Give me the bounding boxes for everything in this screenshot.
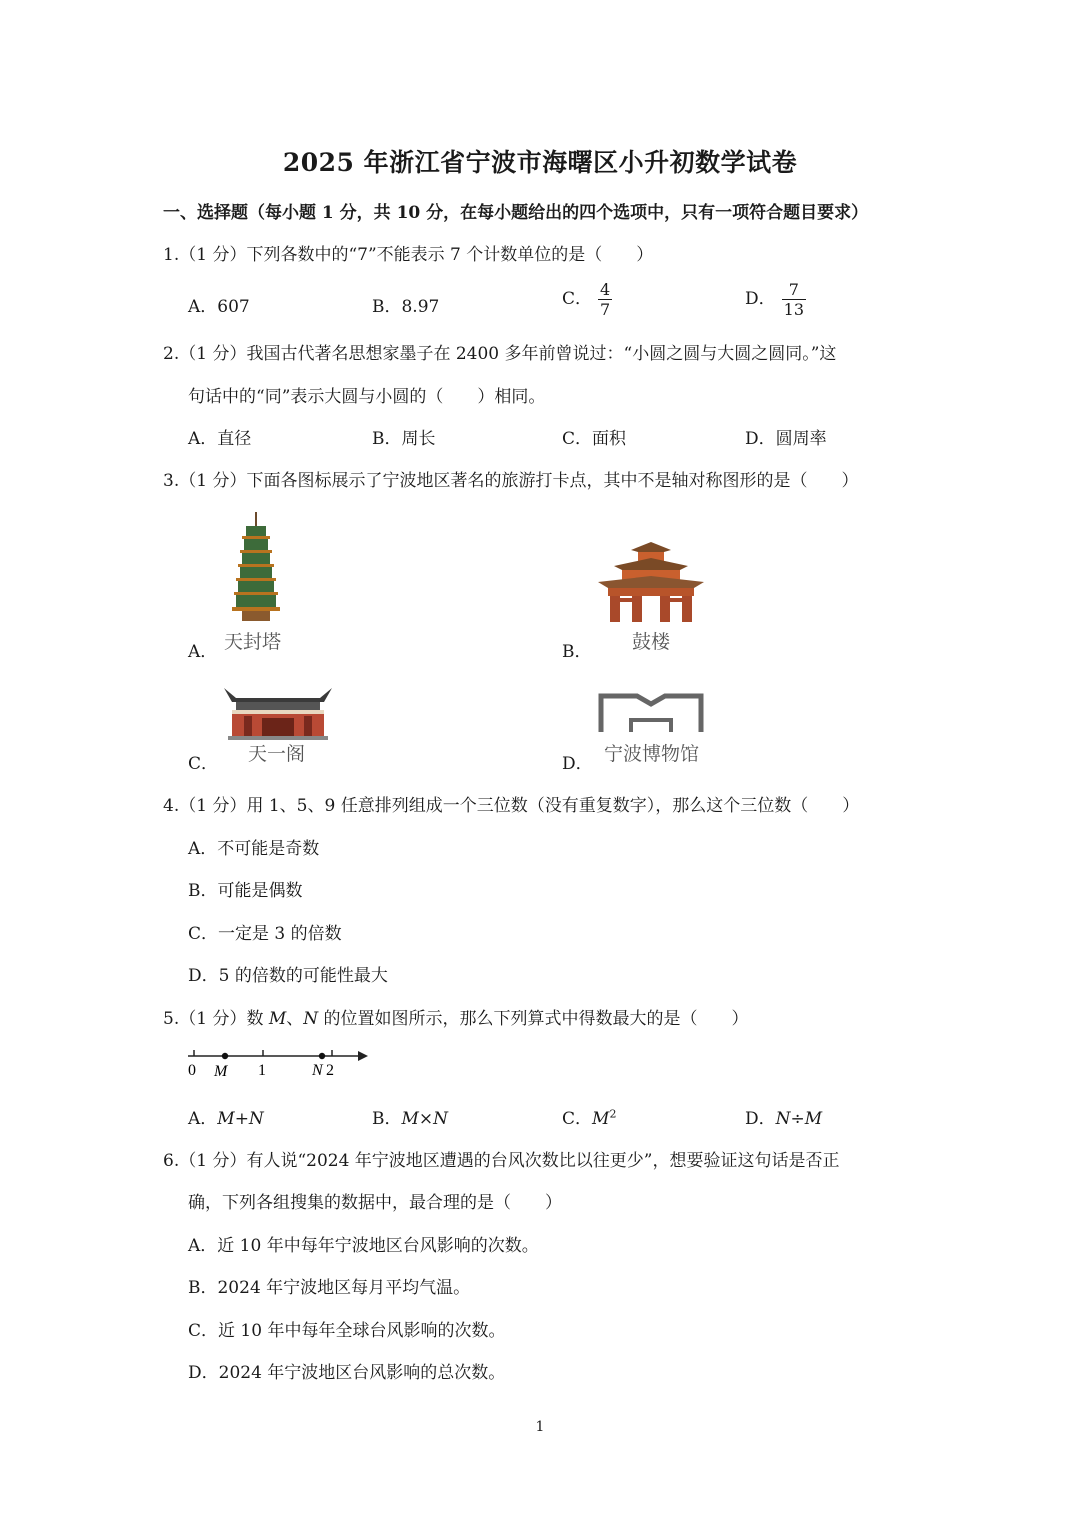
q3-caption-a: 天封塔 [224,631,282,653]
q6-option-b: B．2024 年宁波地区每月平均气温。 [188,1278,471,1298]
page-title: 2025 年浙江省宁波市海曙区小升初数学试卷 [282,148,798,177]
q6-stem-line1: 6.（1 分）有人说“2024 年宁波地区遭遇的台风次数比以往更少”，想要验证这句话是否正 [163,1151,840,1171]
axis-label-0: 0 [188,1062,196,1079]
q6-stem-line2: 确，下列各组搜集的数据中，最合理的是（ ） [188,1193,562,1213]
number-line [186,1046,372,1080]
q5-stem: 5.（1 分）数 M、N 的位置如图所示，那么下列算式中得数最大的是（ ） [163,1009,749,1029]
q5-option-c: C．$M^2$ [562,1107,617,1129]
q1-stem: 1.（1 分）下列各数中的“7”不能表示 7 个计数单位的是（ ） [163,245,654,265]
q3-option-c: C． [188,754,219,774]
q6-option-d: D．2024 年宁波地区台风影响的总次数。 [188,1363,506,1383]
q3-caption-b: 鼓楼 [632,631,671,653]
q5-option-b: B．M×N [372,1109,449,1129]
q5-option-d: D．N÷M [745,1109,823,1129]
q3-option-d: D． [562,754,593,774]
page-number: 1 [535,1419,545,1435]
q4-stem: 4.（1 分）用 1、5、9 任意排列组成一个三位数（没有重复数字），那么这个三位数（ ） [163,796,860,816]
q6-option-a: A．近 10 年中每年宁波地区台风影响的次数。 [188,1236,539,1256]
q2-option-c: C．面积 [562,429,627,449]
q3-caption-d: 宁波博物馆 [604,743,700,765]
museum-picture [597,690,705,734]
section-heading: 一、选择题（每小题 1 分，共 10 分，在每小题给出的四个选项中，只有一项符合题目要求） [163,203,869,223]
axis-label-n: N [312,1062,323,1079]
q2-stem-line1: 2.（1 分）我国古代著名思想家墨子在 2400 多年前曾说过：“小圆之圆与大圆之圆同。”这 [163,344,837,364]
drum-tower-picture [598,540,704,624]
q3-option-b: B． [562,642,592,662]
q4-option-b: B．可能是偶数 [188,881,303,901]
axis-label-1: 1 [258,1062,266,1079]
q2-option-d: D．圆周率 [745,429,827,449]
axis-label-2: 2 [326,1062,334,1079]
q3-stem: 3.（1 分）下面各图标展示了宁波地区著名的旅游打卡点，其中不是轴对称图形的是（ ） [163,471,859,491]
q2-option-a: A．直径 [188,429,252,449]
q4-option-d: D．5 的倍数的可能性最大 [188,966,388,986]
q3-caption-c: 天一阁 [248,743,306,765]
pavilion-picture [224,684,332,740]
q4-option-a: A．不可能是奇数 [188,839,320,859]
axis-label-m: M [214,1063,228,1080]
pagoda-picture [228,512,284,624]
q4-option-c: C．一定是 3 的倍数 [188,924,342,944]
fraction: $\frac{7}{13}$ [783,280,804,319]
q1-option-a: A．607 [188,297,250,317]
q5-option-a: A．M+N [188,1109,264,1129]
q2-stem-line2: 句话中的“同”表示大圆与小圆的（ ）相同。 [188,387,546,407]
q3-option-a: A． [188,642,218,662]
q6-option-c: C．近 10 年中每年全球台风影响的次数。 [188,1321,506,1341]
fraction: $\frac{4}{7}$ [600,280,611,319]
q1-option-b: B．8.97 [372,297,440,317]
q2-option-b: B．周长 [372,429,436,449]
q1-option-c: C． $\frac{4}{7}$ [562,280,611,319]
q1-option-d: D． $\frac{7}{13}$ [745,280,804,319]
